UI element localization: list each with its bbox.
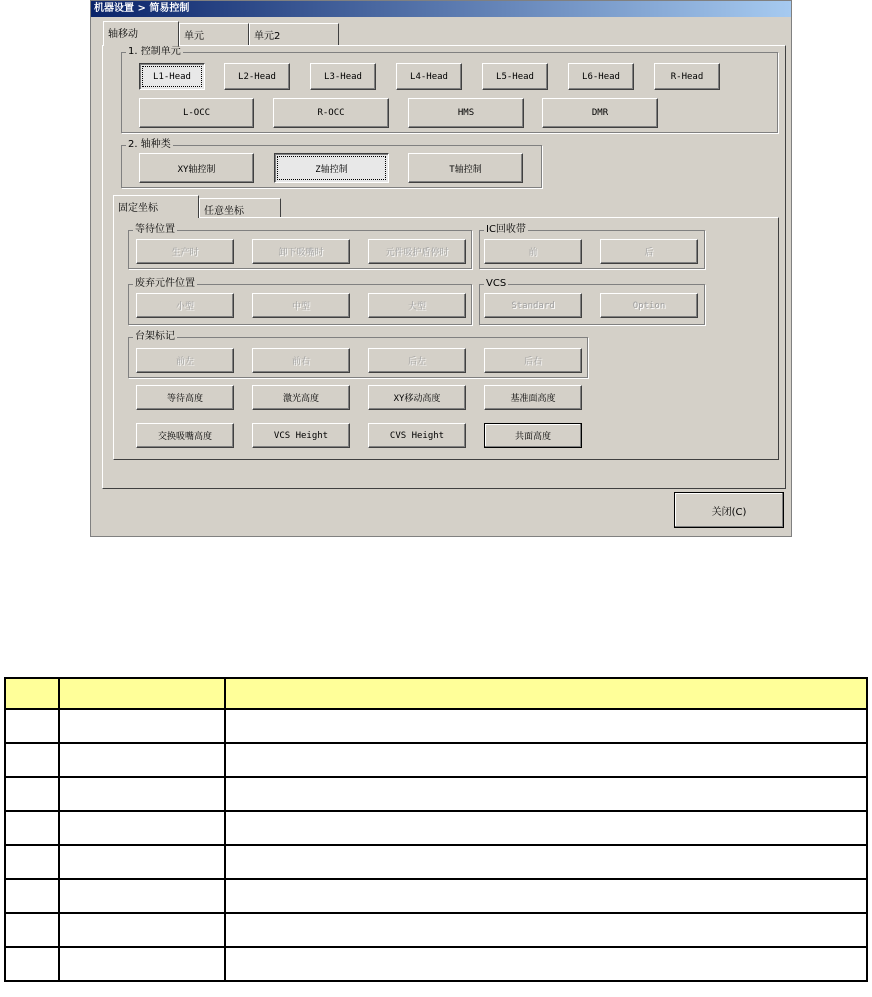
- vcs-title: VCS: [486, 278, 507, 289]
- table-cell: [225, 777, 867, 811]
- ic-belt-rear-button[interactable]: 后: [600, 239, 698, 264]
- table-row: [5, 879, 867, 913]
- discard-small-button[interactable]: 小型: [136, 293, 234, 318]
- table-cell: [225, 879, 867, 913]
- table-cell: [225, 811, 867, 845]
- simple-control-dialog: [90, 0, 792, 537]
- wait-production-button[interactable]: 生产时: [136, 239, 234, 264]
- vcs-option-button[interactable]: Option: [600, 293, 698, 318]
- table-cell: [59, 743, 225, 777]
- table-cell: [59, 947, 225, 981]
- wait-height-button[interactable]: 等待高度: [136, 385, 234, 410]
- coplanarity-height-button[interactable]: 共面高度: [484, 423, 582, 448]
- table-cell: [225, 709, 867, 743]
- rack-front-left-button[interactable]: 前左: [136, 348, 234, 373]
- l6-head-button[interactable]: L6-Head: [568, 63, 634, 90]
- table-cell: [59, 845, 225, 879]
- reference-plane-height-button[interactable]: 基准面高度: [484, 385, 582, 410]
- rack-rear-left-button[interactable]: 后左: [368, 348, 466, 373]
- nozzle-change-height-button[interactable]: 交换吸嘴高度: [136, 423, 234, 448]
- l2-head-button[interactable]: L2-Head: [224, 63, 290, 90]
- wait-part-shield-button[interactable]: 元件吸护盾停时: [368, 239, 466, 264]
- table-cell: [5, 845, 59, 879]
- table-cell: [59, 709, 225, 743]
- table-cell: [225, 913, 867, 947]
- table-row: [5, 845, 867, 879]
- discard-large-button[interactable]: 大型: [368, 293, 466, 318]
- table-header-cell: [59, 678, 225, 709]
- hms-button[interactable]: HMS: [408, 98, 524, 128]
- table-cell: [5, 777, 59, 811]
- tab-fixed-coordinates[interactable]: 固定坐标: [113, 195, 199, 218]
- l-occ-button[interactable]: L-OCC: [139, 98, 254, 128]
- l3-head-button[interactable]: L3-Head: [310, 63, 376, 90]
- table-row: [5, 777, 867, 811]
- wait-position-title: 等待位置: [135, 224, 175, 235]
- table-cell: [225, 743, 867, 777]
- table-cell: [5, 947, 59, 981]
- discard-position-title: 废弃元件位置: [135, 278, 195, 289]
- laser-height-button[interactable]: 激光高度: [252, 385, 350, 410]
- cvs-height-button[interactable]: CVS Height: [368, 423, 466, 448]
- dmr-button[interactable]: DMR: [542, 98, 658, 128]
- l4-head-button[interactable]: L4-Head: [396, 63, 462, 90]
- table-row: [5, 947, 867, 981]
- xy-axis-control-button[interactable]: XY轴控制: [139, 153, 254, 183]
- table-header-cell: [225, 678, 867, 709]
- discard-medium-button[interactable]: 中型: [252, 293, 350, 318]
- table-header-row: [5, 678, 867, 709]
- vcs-height-button[interactable]: VCS Height: [252, 423, 350, 448]
- l5-head-button[interactable]: L5-Head: [482, 63, 548, 90]
- table-cell: [59, 913, 225, 947]
- t-axis-control-button[interactable]: T轴控制: [408, 153, 523, 183]
- table-cell: [5, 743, 59, 777]
- description-table: [4, 677, 868, 982]
- close-button[interactable]: 关闭(C): [674, 492, 784, 528]
- table-cell: [59, 879, 225, 913]
- l1-head-button[interactable]: L1-Head: [139, 63, 205, 90]
- xy-move-height-button[interactable]: XY移动高度: [368, 385, 466, 410]
- tab-unit2[interactable]: 单元2: [249, 23, 339, 45]
- rack-rear-right-button[interactable]: 后右: [484, 348, 582, 373]
- tab-axis-move[interactable]: 轴移动: [103, 21, 179, 46]
- table-row: [5, 811, 867, 845]
- table-row: [5, 709, 867, 743]
- vcs-standard-button[interactable]: Standard: [484, 293, 582, 318]
- rack-mark-title: 台架标记: [135, 331, 175, 342]
- table-cell: [5, 879, 59, 913]
- r-occ-button[interactable]: R-OCC: [273, 98, 389, 128]
- tab-unit[interactable]: 单元: [179, 23, 249, 45]
- control-unit-title: 1. 控制单元: [128, 46, 181, 57]
- window-title: 机器设置 > 简易控制: [91, 1, 791, 17]
- table-cell: [59, 811, 225, 845]
- r-head-button[interactable]: R-Head: [654, 63, 720, 90]
- axis-type-title: 2. 轴种类: [128, 139, 171, 150]
- table-cell: [5, 709, 59, 743]
- ic-belt-title: IC回收带: [486, 224, 526, 235]
- rack-front-right-button[interactable]: 前右: [252, 348, 350, 373]
- table-row: [5, 913, 867, 947]
- table-cell: [5, 913, 59, 947]
- wait-nozzle-removal-button[interactable]: 卸下吸嘴时: [252, 239, 350, 264]
- table-cell: [5, 811, 59, 845]
- tab-arbitrary-coordinates[interactable]: 任意坐标: [199, 198, 281, 218]
- table-cell: [225, 947, 867, 981]
- table-cell: [225, 845, 867, 879]
- table-row: [5, 743, 867, 777]
- z-axis-control-button[interactable]: Z轴控制: [274, 153, 389, 183]
- table-header-cell: [5, 678, 59, 709]
- ic-belt-front-button[interactable]: 前: [484, 239, 582, 264]
- table-cell: [59, 777, 225, 811]
